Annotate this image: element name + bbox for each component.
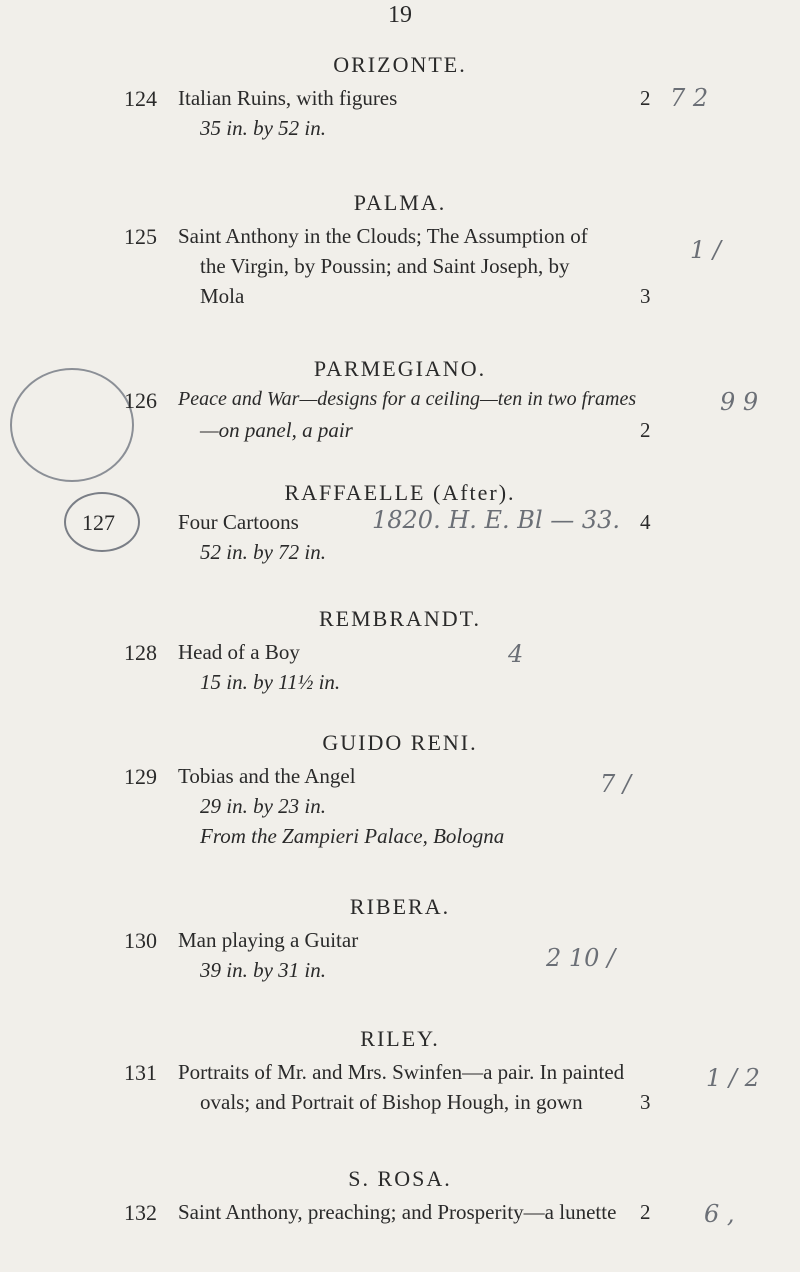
lot-number: 132 bbox=[124, 1200, 157, 1225]
handwritten-price: 7 / bbox=[600, 770, 631, 798]
lot-number: 125 bbox=[124, 224, 157, 249]
lot-number: 124 bbox=[124, 86, 157, 111]
handwritten-price: 7 2 bbox=[670, 84, 709, 112]
lot-dimensions: 15 in. by 11½ in. bbox=[200, 670, 341, 694]
lot-title: Peace and War—designs for a ceiling—ten in two frames bbox=[178, 388, 637, 410]
lot-number: 129 bbox=[124, 764, 157, 789]
lot-provenance: From the Zampieri Palace, Bologna bbox=[200, 824, 505, 848]
lot-dimensions: 29 in. by 23 in. bbox=[200, 794, 326, 818]
lot-title: Italian Ruins, with figures bbox=[178, 86, 398, 110]
handwritten-price: 2 10 / bbox=[546, 944, 616, 972]
artist-heading: REMBRANDT. bbox=[319, 606, 481, 631]
artist-heading: S. ROSA. bbox=[348, 1166, 452, 1191]
lot-title: Tobias and the Angel bbox=[178, 764, 356, 788]
lot-number: 131 bbox=[124, 1060, 157, 1085]
page-number: 19 bbox=[388, 2, 412, 28]
lot-title-line: ovals; and Portrait of Bishop Hough, in gown bbox=[200, 1090, 583, 1114]
lot-title-line: —on panel, a pair bbox=[200, 418, 353, 442]
lot-dimensions: 52 in. by 72 in. bbox=[200, 540, 326, 564]
handwritten-price: 9 9 bbox=[720, 388, 759, 416]
lot-quantity: 2 bbox=[640, 1200, 651, 1224]
artist-heading: RIBERA. bbox=[349, 894, 451, 919]
lot-dimensions: 35 in. by 52 in. bbox=[200, 116, 326, 140]
artist-heading: ORIZONTE. bbox=[333, 52, 467, 77]
lot-quantity: 3 bbox=[640, 1090, 651, 1114]
lot-title: Saint Anthony, preaching; and Prosperity—a lunette bbox=[178, 1200, 617, 1224]
lot-number: 127 bbox=[82, 510, 115, 535]
handwritten-price: 1 / bbox=[690, 236, 721, 264]
lot-number: 130 bbox=[124, 928, 157, 953]
handwritten-annotation: 1820. H. E. Bl — 33. bbox=[372, 506, 621, 534]
lot-quantity: 2 bbox=[640, 418, 651, 442]
artist-heading: RAFFAELLE (After). bbox=[284, 480, 516, 505]
lot-number: 126 bbox=[124, 388, 157, 413]
artist-heading: GUIDO RENI. bbox=[322, 730, 478, 755]
lot-title-line: Mola bbox=[200, 284, 245, 308]
lot-title: Head of a Boy bbox=[178, 640, 300, 664]
lot-title: Four Cartoons bbox=[178, 510, 299, 534]
lot-quantity: 2 bbox=[640, 86, 651, 110]
artist-heading: RILEY. bbox=[360, 1026, 440, 1051]
handwritten-price: 4 bbox=[508, 640, 524, 668]
lot-title: Saint Anthony in the Clouds; The Assumption of bbox=[178, 224, 588, 248]
handwritten-price: 6 , bbox=[704, 1200, 735, 1228]
lot-number: 128 bbox=[124, 640, 157, 665]
lot-quantity: 3 bbox=[640, 284, 651, 308]
lot-title-line: the Virgin, by Poussin; and Saint Joseph, by bbox=[200, 254, 570, 278]
lot-dimensions: 39 in. by 31 in. bbox=[200, 958, 326, 982]
artist-heading: PALMA. bbox=[353, 190, 447, 215]
handwritten-circle-mark bbox=[10, 368, 134, 482]
handwritten-price: 1 / 2 bbox=[706, 1064, 760, 1092]
lot-quantity: 4 bbox=[640, 510, 651, 534]
artist-heading: PARMEGIANO. bbox=[313, 356, 487, 381]
lot-title: Man playing a Guitar bbox=[178, 928, 359, 952]
lot-title: Portraits of Mr. and Mrs. Swinfen—a pair. In painted bbox=[178, 1060, 625, 1084]
